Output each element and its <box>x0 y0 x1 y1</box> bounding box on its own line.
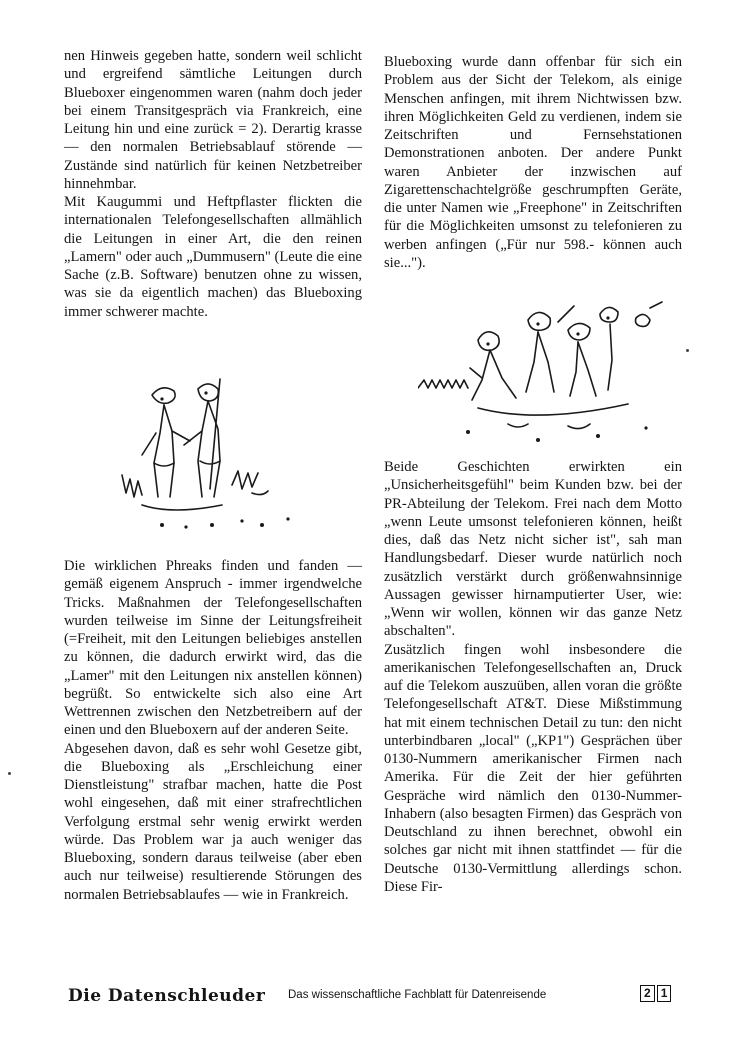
left-column-bottom <box>64 557 362 904</box>
footer-subtitle: Das wissenschaftliche Fachblatt für Datenreisende <box>288 989 547 1001</box>
page-number <box>640 985 671 1002</box>
paragraph: Zusätzlich fingen wohl insbesondere die amerikanischen Telefongesellschaften an, Druck auf die Telekom auszuüben, allen voran die größte Telefongesellschaft AT&T. Diese Mißstimmung hat mit einem technischen Detail zu tun: den nicht unterbindbaren „local" („KP1") Gesprächen über 0130-Nummern amerikanischer Firmen nach Amerika. Für die Zeit der hier geführten Gespräche wird nämlich den 0130-Nummer-Inhabern (also besagten Firmen) das Gespräch von Deutschland zu ihnen berechnet, obwohl ein solches gar nicht mit ihnen stattfindet — für die Deutsche 0130-Vermittlung allerdings schon. Diese Fir- <box>384 641 682 895</box>
paragraph: nen Hinweis gegeben hatte, sondern weil schlicht und ergreifend sämtliche Leitungen durch Blueboxer eingenommen waren (nahm doch jeder bei einem Transitgespräch via Frankreich, eine Leitung hin und eine zurück = 2). Derartig krasse — den normalen Betriebsablauf störende — Zustände sind natürlich für keinen Netzbetreiber hinnehmbar. <box>64 48 362 192</box>
paragraph: Die wirklichen Phreaks finden und fanden — gemäß eigenem Anspruch - immer irgendwelche Tricks. Maßnahmen der Telefongesellschaften wurden teilweise im Sinne der Leitungsfreiheit (=Freiheit, mit den Leitungen beliebiges anstellen zu können, die dadurch erwirkt wird, das die „Lamer" mit den Leitungen nix anstellen können) begrüßt. So entwickelte sich also eine Art Wettrennen zwischen den Netzbetreibern auf der einen und den Blueboxern auf der anderen Seite. <box>64 558 362 739</box>
cartoon-illustration-left <box>102 375 317 535</box>
left-column-top <box>64 47 362 321</box>
right-column-bottom <box>384 458 682 896</box>
paragraph: Mit Kaugummi und Heftpflaster flickten die internationalen Telefongesellschaften allmählich die Leitungen in einer Art, die den reinen „Lamern" oder auch „Dummusern" (Leute die eine Sache (z.B. Software) benutzen ohne zu wissen, was sie da eigentlich machen) das Blueboxing immer schwerer machte. <box>64 194 362 320</box>
cartoon-illustration-right <box>418 300 668 450</box>
paragraph: Abgesehen davon, daß es sehr wohl Gesetze gibt, die Blueboxing als „Erschleichung einer Dienstleistung" strafbar machen, hatte die Post wohl eingesehen, daß mit einer strafrechtlichen Verfolgung erstmal sehr wenig erwirkt werden würde. Das Problem war ja auch weniger das Blueboxing, sondern daraus teilweise (aber eben auch nur teilweise) resultierende Störungen des normalen Betriebsablaufes — wie in Frankreich. <box>64 740 362 903</box>
paragraph: Blueboxing wurde dann offenbar für sich ein Problem aus der Sicht der Telekom, als einige Menschen anfingen, mit ihrem Nichtwissen bzw. ihren Möglichkeiten Geld zu verdienen, indem sie Zeitschriften und Fernsehstationen Demonstrationen anboten. Der andere Punkt waren Anbieter der inzwischen auf Zigarettenschachtelgröße geschrumpften Geräte, die unter Namen wie „Freephone" in Zeitschriften für die Möglichkeiten umsonst zu telefonieren zu werben anfingen („Für nur 598.- können auch sie..."). <box>384 54 682 271</box>
masthead: Die Datenschleuder <box>68 986 266 1006</box>
right-column-top <box>384 53 682 272</box>
page-number-digit: 2 <box>640 985 655 1002</box>
scan-speck <box>8 772 11 775</box>
page-number-digit: 1 <box>657 985 672 1002</box>
paragraph: Beide Geschichten erwirkten ein „Unsicherheitsgefühl" beim Kunden bzw. bei der PR-Abteilung der Telekom. Frei nach dem Motto „wenn Leute umsonst telefonieren können, heißt dies, daß das Netz nicht sicher ist", sah man Handlungsbedarf. Dieser wurde natürlich noch zusätzlich verstärkt durch größenwahnsinnige Aussagen gewisser hirnamputierter User, wie: „Wenn wir wollen, können wir das ganze Netz abschalten". <box>384 459 682 640</box>
scan-speck <box>686 349 689 352</box>
